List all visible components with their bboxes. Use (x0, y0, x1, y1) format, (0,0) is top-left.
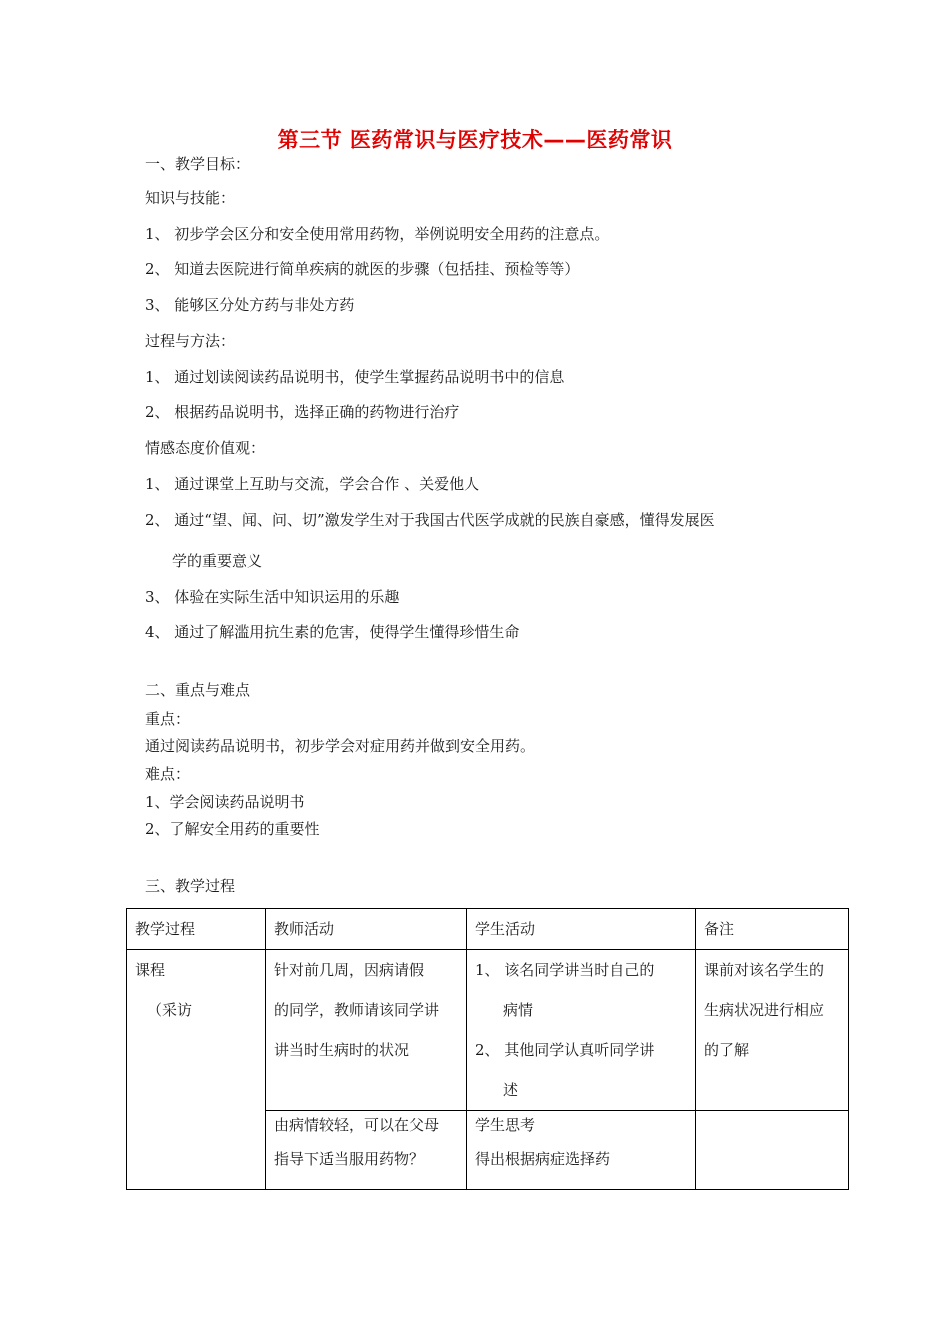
stage-text: （采访 (147, 1001, 193, 1019)
process-heading: 过程与方法： (145, 332, 236, 350)
teacher-text: 由病情较轻，可以在父母 (274, 1116, 440, 1134)
process-item: 2、 根据药品说明书，选择正确的药物进行治疗 (145, 403, 460, 421)
teacher-text: 的同学，教师请该同学讲 (274, 1001, 440, 1019)
emotion-heading: 情感态度价值观： (145, 439, 266, 457)
note-text: 课前对该名学生的 (704, 961, 825, 979)
table-row (127, 950, 849, 1111)
stage-text: 课程 (135, 961, 166, 979)
emotion-item: 4、 通过了解滥用抗生素的危害，使得学生懂得珍惜生命 (145, 623, 520, 641)
teaching-process-table (126, 908, 849, 1190)
emotion-item: 3、 体验在实际生活中知识运用的乐趣 (145, 588, 400, 606)
emotion-item-continued: 学的重要意义 (172, 552, 263, 570)
teacher-text: 针对前几周，因病请假 (274, 961, 425, 979)
student-text: 2、 其他同学认真听同学讲 (475, 1041, 655, 1059)
note-cell (696, 1111, 849, 1190)
key-heading: 二、重点与难点 (145, 681, 251, 699)
student-text: 学生思考 (475, 1116, 536, 1134)
table-header-cell: 学生活动 (467, 909, 696, 950)
difficulty-label: 难点： (145, 765, 191, 783)
student-text: 述 (503, 1081, 519, 1099)
knowledge-heading: 知识与技能： (145, 189, 236, 207)
knowledge-item: 3、 能够区分处方药与非处方药 (145, 296, 355, 314)
key-label: 重点： (145, 710, 191, 728)
note-text: 生病状况进行相应 (704, 1001, 825, 1019)
teacher-cell (266, 950, 467, 1111)
process-item: 1、 通过划读阅读药品说明书，使学生掌握药品说明书中的信息 (145, 368, 565, 386)
student-text: 病情 (503, 1001, 534, 1019)
emotion-item: 1、 通过课堂上互助与交流，学会合作 、关爱他人 (145, 475, 480, 493)
table-header-cell: 备注 (696, 909, 849, 950)
difficulty-item: 2、了解安全用药的重要性 (145, 820, 320, 838)
student-text: 1、 该名同学讲当时自己的 (475, 961, 655, 979)
note-cell (696, 950, 849, 1111)
student-text: 得出根据病症选择药 (475, 1150, 611, 1168)
key-text: 通过阅读药品说明书，初步学会对症用药并做到安全用药。 (145, 737, 536, 755)
stage-cell (127, 950, 266, 1190)
student-cell (467, 950, 696, 1111)
table-header-cell: 教学过程 (127, 909, 266, 950)
teacher-text: 指导下适当服用药物？ (274, 1150, 425, 1168)
goals-heading: 一、教学目标： (145, 155, 251, 173)
difficulty-item: 1、学会阅读药品说明书 (145, 793, 305, 811)
table-header-cell: 教师活动 (266, 909, 467, 950)
teaching-process-heading: 三、教学过程 (145, 877, 236, 895)
table-header-row (127, 909, 849, 950)
teacher-cell (266, 1111, 467, 1190)
knowledge-item: 2、 知道去医院进行简单疾病的就医的步骤（包括挂、预检等等） (145, 260, 580, 278)
page-title: 第三节 医药常识与医疗技术——医药常识 (277, 128, 673, 152)
student-cell (467, 1111, 696, 1190)
knowledge-item: 1、 初步学会区分和安全使用常用药物，举例说明安全用药的注意点。 (145, 225, 610, 243)
teacher-text: 讲当时生病时的状况 (274, 1041, 410, 1059)
emotion-item: 2、 通过“望、闻、问、切”激发学生对于我国古代医学成就的民族自豪感，懂得发展医 (145, 511, 715, 529)
note-text: 的了解 (704, 1041, 750, 1059)
